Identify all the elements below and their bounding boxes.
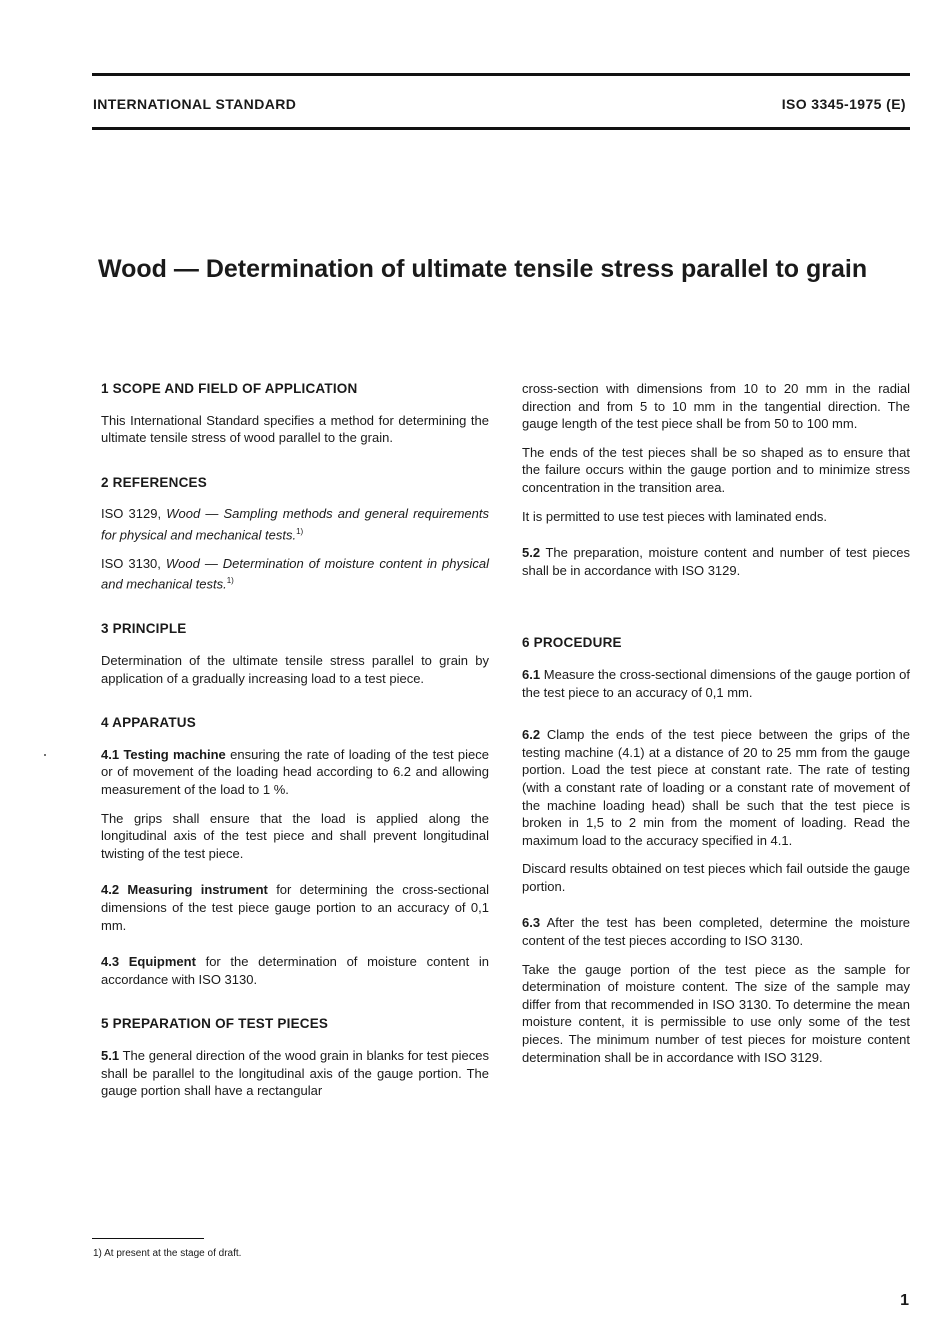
section-heading: 5 PREPARATION OF TEST PIECES [101, 1016, 329, 1032]
footnote-marker: 1) [296, 526, 304, 536]
clause-text: for determining the cross-sectional dimensions of the test piece gauge portion to an accuracy of 0,1 mm. [101, 882, 489, 933]
right-column [522, 380, 910, 1093]
reference-code: ISO 3129, [101, 506, 162, 522]
clause-number: 4.1 [101, 746, 120, 762]
clause-6-1 [522, 666, 910, 701]
clause-text: ensuring the rate of loading of the test piece or of movement of the loading head according to 6.2 and allowing measurement of the load to 1 %. [101, 746, 489, 797]
clause-number: 5.1 [101, 1047, 120, 1063]
clause-4-3 [101, 953, 489, 988]
clause-number: 6.2 [522, 727, 541, 743]
clause-number: 4.2 [101, 882, 120, 898]
clause-number: 6.3 [522, 915, 541, 931]
paragraph-continued: cross-section with dimensions from 10 to 20 mm in the radial direction and from 5 to 10 mm in the tangential direction. The gauge length of the test piece shall be from 50 to 100 mm. [522, 381, 910, 432]
document-title: Wood — Determination of ultimate tensile stress parallel to grain [98, 255, 868, 283]
scan-speck [44, 754, 46, 756]
section-principle [101, 620, 489, 687]
reference-code: ISO 3130, [101, 555, 161, 571]
section-heading: 3 PRINCIPLE [101, 621, 187, 637]
clause-text: The preparation, moisture content and number of test pieces shall be in accordance with ISO 3129. [522, 545, 910, 578]
footnote: 1) At present at the stage of draft. [93, 1248, 242, 1259]
clause-term: Equipment [128, 954, 196, 970]
section-heading: 4 APPARATUS [101, 715, 196, 731]
standard-type-label: INTERNATIONAL STANDARD [93, 96, 297, 112]
clause-text: The general direction of the wood grain in blanks for test pieces shall be parallel to the longitudinal axis of the gauge portion. The gauge portion shall have a rectangular [101, 1047, 489, 1099]
clause-text: After the test has been completed, determine the moisture content of the test pieces according to ISO 3130. [522, 915, 910, 949]
header-rule-bottom [92, 127, 910, 130]
page-number: 1 [900, 1292, 909, 1309]
clause-text: Clamp the ends of the test piece between the grips of the testing machine (4.1) at a distance of 20 to 25 mm from the gauge portion. Load the test piece at constant rate. The rate of testing (with a constant rate of loading or a constant rate of movement of the machine loading head) shall be such that the test piece is broken in 1,5 to 2 min from the moment of loading. Read the maximum load to the accuracy specified in 4.1. [522, 727, 910, 848]
section-references [101, 474, 489, 594]
section-preparation [101, 1015, 489, 1099]
reference-item [101, 555, 489, 594]
clause-number: 5.2 [522, 545, 541, 561]
paragraph: It is permitted to use test pieces with laminated ends. [522, 508, 827, 524]
header-rule-top [92, 73, 910, 76]
reference-title: Wood — Sampling methods and general requirements for physical and mechanical tests. [101, 506, 489, 543]
clause-text: Measure the cross-sectional dimensions of the gauge portion of the test piece to an accuracy of 0,1 mm. [522, 666, 910, 700]
section-scope [101, 380, 489, 447]
clause-term: Measuring instrument [127, 882, 268, 898]
paragraph: The ends of the test pieces shall be so shaped as to ensure that the failure occurs within the gauge portion and to minimize stress concentration in the transition area. [522, 444, 910, 495]
section-apparatus [101, 714, 489, 988]
clause-number: 6.1 [522, 666, 541, 682]
clause-term: Testing machine [123, 746, 226, 762]
section-heading: 6 PROCEDURE [522, 635, 622, 651]
clause-6-2 [522, 726, 910, 849]
section-heading: 2 REFERENCES [101, 474, 207, 490]
clause-4-1 [101, 746, 489, 799]
clause-4-2 [101, 881, 489, 934]
footnote-marker: 1) [226, 576, 234, 586]
paragraph: The grips shall ensure that the load is applied along the longitudinal axis of the test piece and shall prevent longitudinal twisting of the test piece. [101, 810, 489, 861]
paragraph: This International Standard specifies a method for determining the ultimate tensile stress of wood parallel to the grain. [101, 412, 489, 446]
clause-text: for the determination of moisture content in accordance with ISO 3130. [101, 954, 489, 987]
left-column [101, 380, 489, 1127]
section-procedure [522, 634, 910, 1066]
reference-title: Wood — Determination of moisture content in physical and mechanical tests. [101, 555, 489, 592]
clause-6-3 [522, 914, 910, 949]
clause-5-2 [522, 544, 910, 579]
clause-number: 4.3 [101, 954, 120, 970]
section-heading: 1 SCOPE AND FIELD OF APPLICATION [101, 381, 358, 396]
clause-5-1 [101, 1047, 489, 1100]
paragraph: Determination of the ultimate tensile stress parallel to grain by application of a gradually increasing load to a test piece. [101, 653, 489, 686]
standard-number: ISO 3345-1975 (E) [781, 96, 906, 112]
paragraph: Discard results obtained on test pieces which fail outside the gauge portion. [522, 861, 910, 894]
reference-item [101, 505, 489, 544]
footnote-rule [92, 1238, 204, 1239]
paragraph: Take the gauge portion of the test piece as the sample for determination of moisture content. The size of the sample may differ from that recommended in ISO 3130. To determine the mean moisture content, it is permissible to use only some of the test pieces. The minimum number of test pieces for moisture content determination shall be in accordance with ISO 3129. [522, 961, 910, 1065]
